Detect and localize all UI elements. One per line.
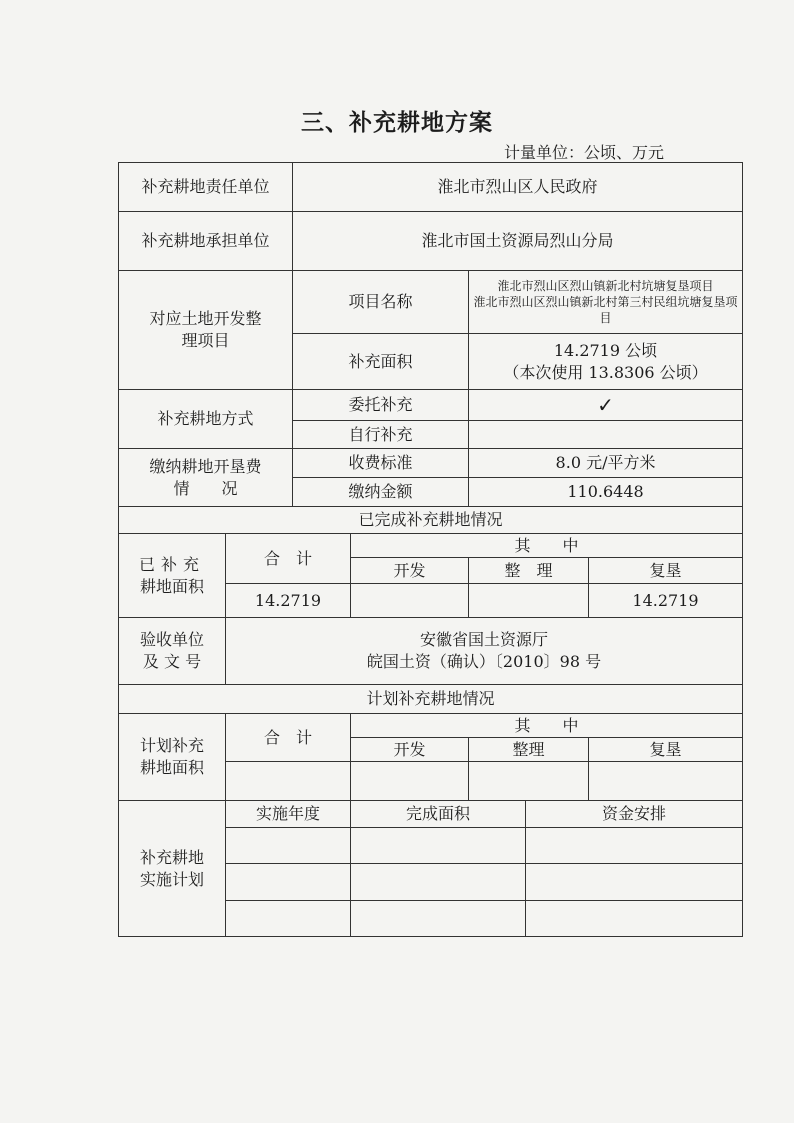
method-label: 补充耕地方式 bbox=[119, 390, 293, 449]
fee-amount-label: 缴纳金额 bbox=[293, 478, 469, 507]
plan-label-line1: 补充耕地 bbox=[139, 847, 204, 867]
planned-arr-value bbox=[469, 762, 589, 801]
plan-col-area: 完成面积 bbox=[351, 801, 526, 828]
project-area-line2: （本次使用 13.8306 公顷） bbox=[503, 362, 708, 382]
fee-standard-label: 收费标准 bbox=[293, 449, 469, 478]
acceptance-line1: 安徽省国土资源厅 bbox=[420, 630, 549, 650]
planned-col-rec: 复垦 bbox=[589, 738, 743, 762]
planned-among-label: 其 中 bbox=[351, 714, 743, 738]
planned-area-label-line1: 计划补充 bbox=[139, 736, 204, 756]
acceptance-label-line2: 及 文 号 bbox=[142, 652, 202, 671]
planned-col-dev: 开发 bbox=[351, 738, 469, 762]
completed-section-header: 已完成补充耕地情况 bbox=[119, 507, 743, 534]
check-icon: ✓ bbox=[469, 390, 743, 421]
plan-fund-cell bbox=[526, 864, 743, 901]
completed-total-label: 合 计 bbox=[226, 534, 351, 584]
plan-year-cell bbox=[226, 828, 351, 864]
planned-rec-value bbox=[589, 762, 743, 801]
fee-standard-value: 8.0 元/平方米 bbox=[469, 449, 743, 478]
completed-arr-value bbox=[469, 584, 589, 618]
method-self-value bbox=[469, 421, 743, 449]
completed-area-label-line2: 耕地面积 bbox=[139, 576, 204, 596]
measurement-unit: 计量单位：公顷、万元 bbox=[503, 143, 664, 162]
completed-among-label: 其 中 bbox=[351, 534, 743, 558]
plan-col-year: 实施年度 bbox=[226, 801, 351, 828]
undertaking-unit-value: 淮北市国土资源局烈山分局 bbox=[293, 212, 743, 271]
project-name-label: 项目名称 bbox=[293, 271, 469, 334]
plan-fund-cell bbox=[526, 901, 743, 937]
plan-fund-cell bbox=[526, 828, 743, 864]
completed-area-label-line1: 已补充 bbox=[138, 554, 205, 574]
planned-area-label-line2: 耕地面积 bbox=[139, 758, 204, 777]
fee-amount-value: 110.6448 bbox=[469, 478, 743, 507]
responsible-unit-label: 补充耕地责任单位 bbox=[119, 163, 293, 212]
project-name-line2: 淮北市烈山区烈山镇新北村第三村民组坑塘复垦项目 bbox=[473, 294, 738, 326]
plan-col-fund: 资金安排 bbox=[526, 801, 743, 828]
plan-label bbox=[119, 801, 226, 937]
project-label: 对应土地开发整理项目 bbox=[119, 271, 293, 390]
planned-area-label bbox=[119, 714, 226, 801]
project-area-value bbox=[469, 334, 743, 390]
fee-label-line2: 情 况 bbox=[173, 478, 238, 498]
planned-col-arr: 整理 bbox=[469, 738, 589, 762]
page-title: 三、补充耕地方案 bbox=[301, 109, 493, 136]
project-area-label: 补充面积 bbox=[293, 334, 469, 390]
acceptance-label bbox=[119, 618, 226, 685]
completed-dev-value bbox=[351, 584, 469, 618]
undertaking-unit-label: 补充耕地承担单位 bbox=[119, 212, 293, 271]
project-name-value bbox=[469, 271, 743, 334]
acceptance-value bbox=[226, 618, 743, 685]
acceptance-label-line1: 验收单位 bbox=[139, 630, 204, 650]
plan-year-cell bbox=[226, 901, 351, 937]
planned-dev-value bbox=[351, 762, 469, 801]
completed-col-arr: 整 理 bbox=[469, 558, 589, 584]
completed-col-rec: 复垦 bbox=[589, 558, 743, 584]
cultivated-land-plan-table bbox=[118, 162, 743, 937]
completed-col-dev: 开发 bbox=[351, 558, 469, 584]
planned-total-label: 合 计 bbox=[226, 714, 351, 762]
fee-label-line1: 缴纳耕地开垦费 bbox=[149, 456, 262, 476]
plan-area-cell bbox=[351, 901, 526, 937]
completed-rec-value: 14.2719 bbox=[589, 584, 743, 618]
completed-area-label bbox=[119, 534, 226, 618]
method-self-label: 自行补充 bbox=[293, 421, 469, 449]
plan-year-cell bbox=[226, 864, 351, 901]
plan-label-line2: 实施计划 bbox=[139, 869, 204, 889]
plan-area-cell bbox=[351, 828, 526, 864]
planned-total-value bbox=[226, 762, 351, 801]
project-name-line1: 淮北市烈山区烈山镇新北村坑塘复垦项目 bbox=[497, 278, 714, 293]
project-area-line1: 14.2719 公顷 bbox=[553, 340, 658, 360]
plan-area-cell bbox=[351, 864, 526, 901]
responsible-unit-value: 淮北市烈山区人民政府 bbox=[293, 163, 743, 212]
acceptance-line2: 皖国土资（确认）〔2010〕98 号 bbox=[366, 652, 602, 671]
method-entrusted-label: 委托补充 bbox=[293, 390, 469, 421]
fee-label bbox=[119, 449, 293, 507]
completed-total-value: 14.2719 bbox=[226, 584, 351, 618]
planned-section-header: 计划补充耕地情况 bbox=[119, 685, 743, 714]
